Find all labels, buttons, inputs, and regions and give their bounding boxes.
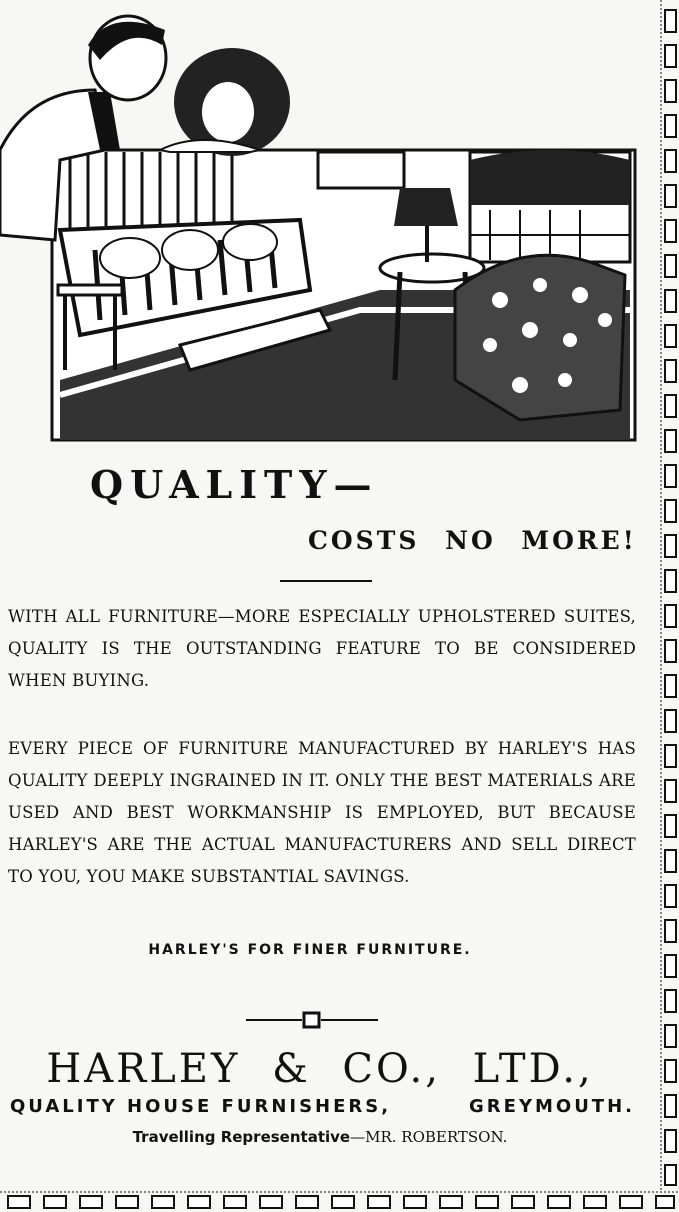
company-location: GREYMOUTH. bbox=[469, 1096, 635, 1117]
bottom-border bbox=[0, 1188, 679, 1212]
company-descriptor: QUALITY HOUSE FURNISHERS, bbox=[10, 1096, 392, 1117]
tagline: HARLEY'S FOR FINER FURNITURE. bbox=[148, 942, 472, 958]
company-descriptor-line bbox=[10, 1096, 635, 1117]
paragraph-manufacture: EVERY PIECE OF FURNITURE MANUFACTURED BY HARLEY'S HAS QUALITY DEEPLY INGRAINED IN IT. ONLY THE BEST MATERIALS ARE USED AND BEST WORKMANSHIP IS EMPLOYED, BUT BECAUSE HARLEY'S ARE THE ACTUAL MANUFACTURERS AND SELL DIRECT TO YOU, YOU MAKE SUBSTANTIAL SAVINGS. bbox=[8, 739, 636, 886]
representative-label: Travelling Representative bbox=[132, 1128, 351, 1146]
divider bbox=[280, 580, 372, 582]
ornament-divider bbox=[246, 1008, 378, 1032]
headline: QUALITY— bbox=[90, 462, 379, 507]
paragraph-quality: WITH ALL FURNITURE—MORE ESPECIALLY UPHOLSTERED SUITES, QUALITY IS THE OUTSTANDING FEATURE TO BE CONSIDERED WHEN BUYING. bbox=[8, 607, 636, 690]
living-room-illustration bbox=[0, 0, 640, 445]
representative-name: —MR. ROBERTSON. bbox=[350, 1128, 508, 1146]
subheadline: COSTS NO MORE! bbox=[308, 526, 637, 555]
right-border bbox=[656, 0, 679, 1190]
representative-line bbox=[0, 1128, 640, 1146]
company-name: HARLEY & CO., LTD., bbox=[46, 1046, 594, 1092]
